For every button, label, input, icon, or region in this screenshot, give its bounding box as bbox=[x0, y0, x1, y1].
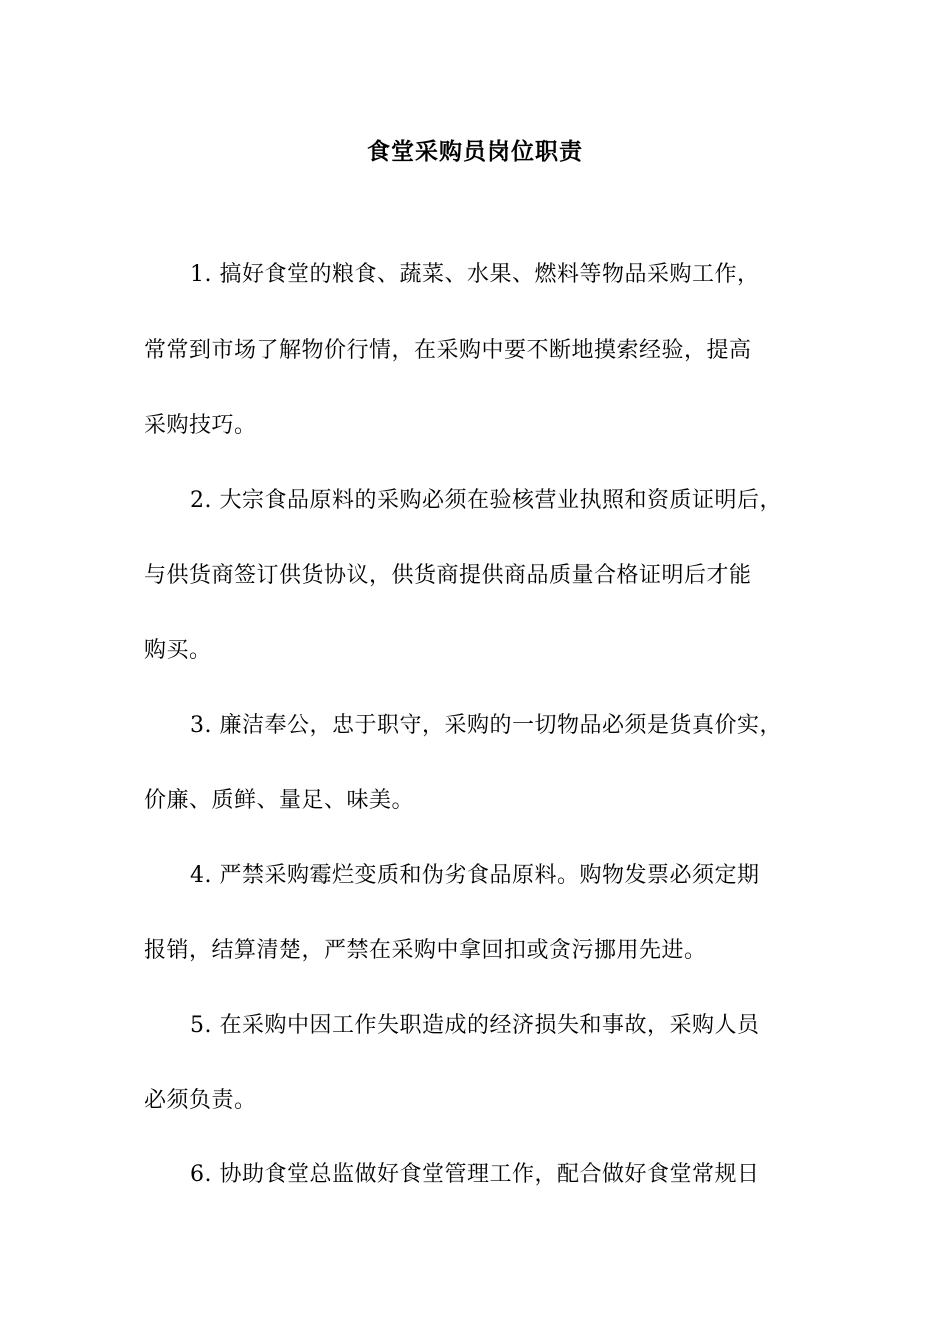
paragraph-1-line-3: 采购技巧。 bbox=[144, 413, 257, 438]
paragraph-3-line-1: 3. 廉洁奉公，忠于职守，采购的一切物品必须是货真价实， bbox=[190, 713, 782, 738]
document-title: 食堂采购员岗位职责 bbox=[367, 139, 583, 165]
paragraph-2-line-1: 2. 大宗食品原料的采购必须在验核营业执照和资质证明后， bbox=[190, 488, 782, 513]
paragraph-1-line-1: 1. 搞好食堂的粮食、蔬菜、水果、燃料等物品采购工作， bbox=[190, 262, 760, 287]
paragraph-2-line-2: 与供货商签订供货协议，供货商提供商品质量合格证明后才能 bbox=[144, 563, 752, 588]
paragraph-1-line-2: 常常到市场了解物价行情，在采购中要不断地摸索经验，提高 bbox=[144, 338, 752, 363]
paragraph-4-line-1: 4. 严禁采购霉烂变质和伪劣食品原料。购物发票必须定期 bbox=[190, 863, 760, 888]
paragraph-4-line-2: 报销，结算清楚，严禁在采购中拿回扣或贪污挪用先进。 bbox=[144, 938, 707, 963]
paragraph-6-line-1: 6. 协助食堂总监做好食堂管理工作，配合做好食堂常规日 bbox=[190, 1162, 760, 1187]
paragraph-2-line-3: 购买。 bbox=[144, 638, 212, 663]
paragraph-5-line-1: 5. 在采购中因工作失职造成的经济损失和事故，采购人员 bbox=[190, 1013, 760, 1038]
paragraph-5-line-2: 必须负责。 bbox=[144, 1088, 257, 1113]
paragraph-3-line-2: 价廉、质鲜、量足、味美。 bbox=[144, 788, 415, 813]
